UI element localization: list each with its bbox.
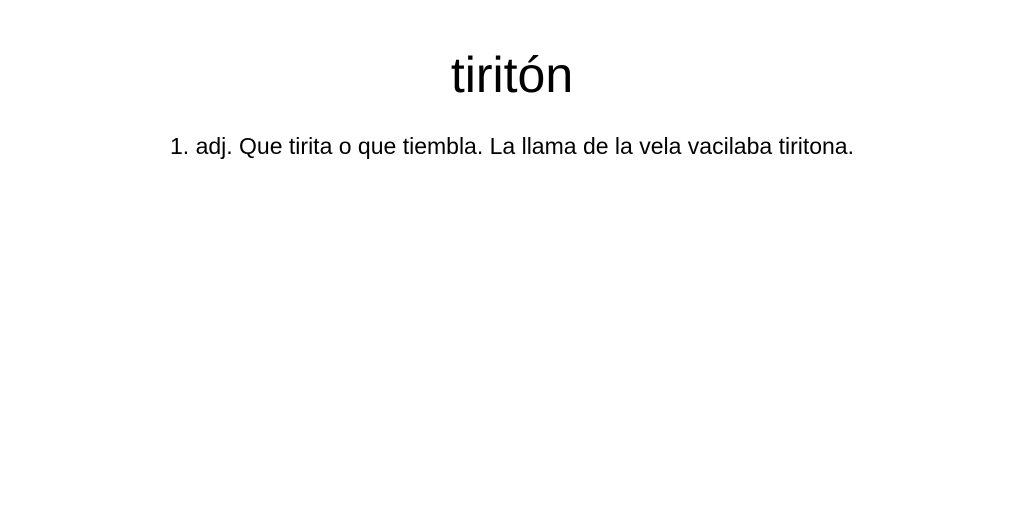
headword: tiritón bbox=[450, 47, 574, 103]
definition-1: 1. adj. Que tirita o que tiembla. La llama de la vela vacilaba tiritona. bbox=[170, 133, 854, 159]
